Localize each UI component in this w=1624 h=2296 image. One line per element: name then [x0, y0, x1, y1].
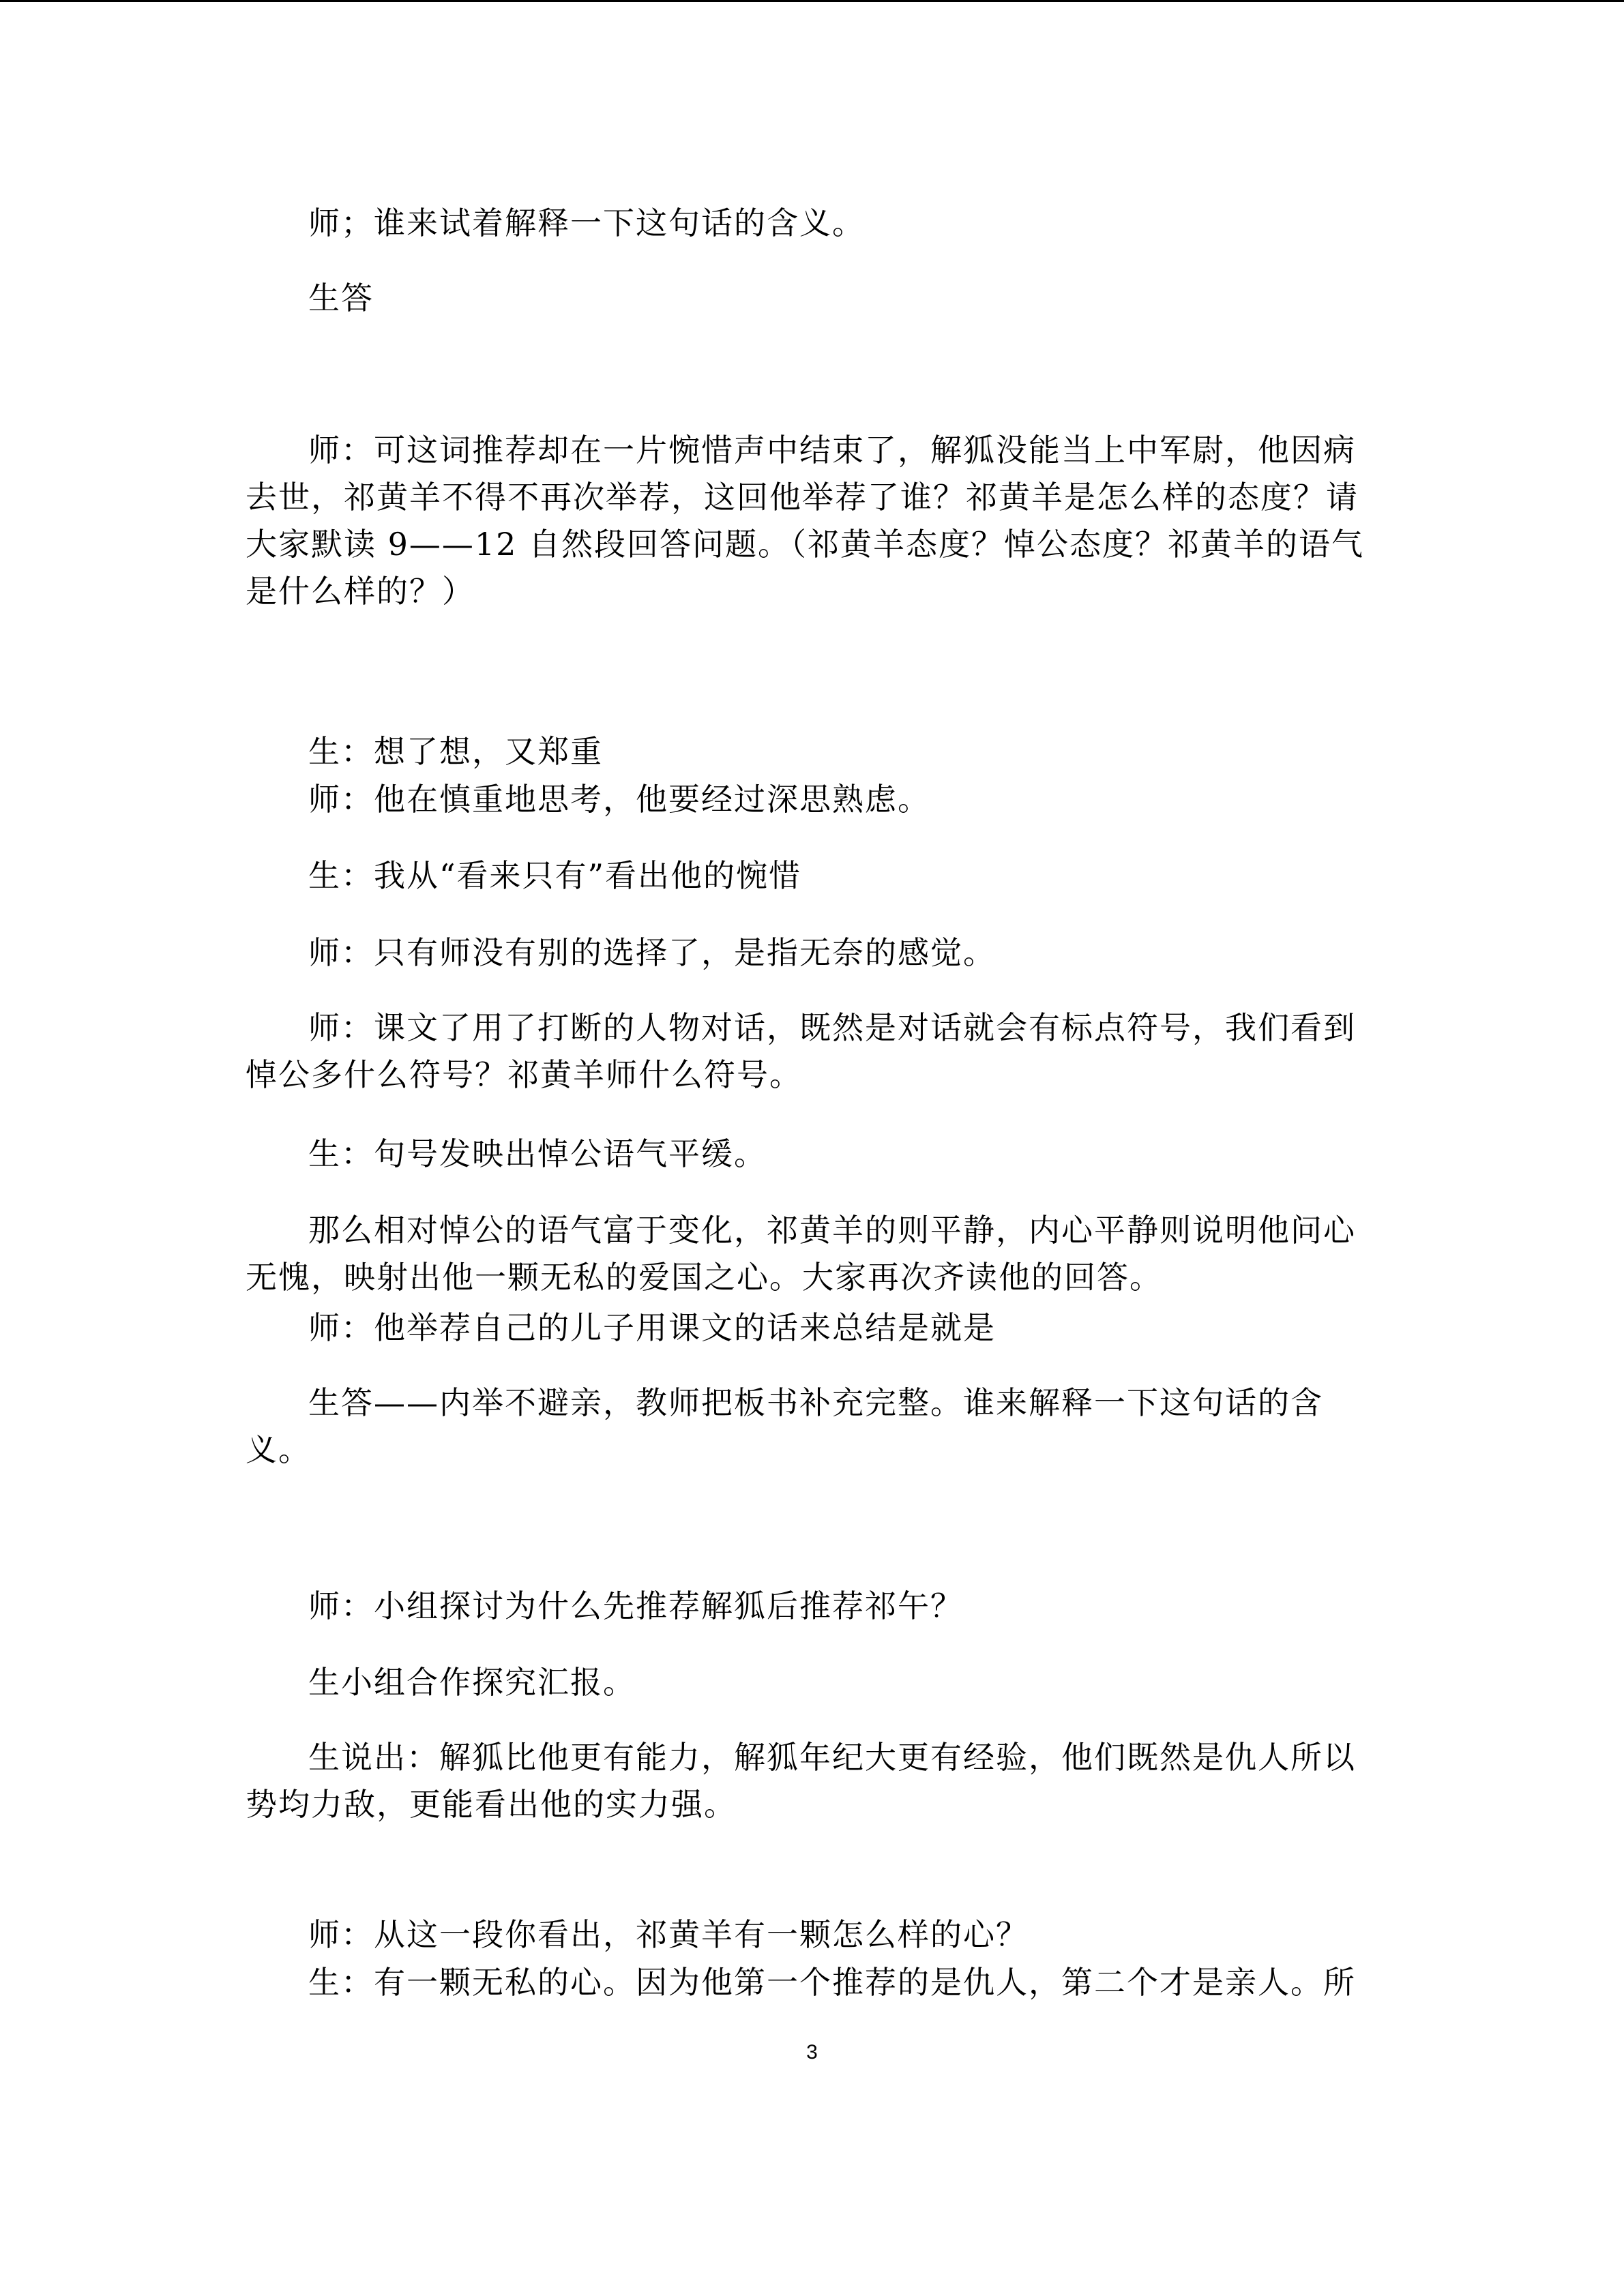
- paragraph-15: 生说出：解狐比他更有能力，解狐年纪大更有经验，他们既然是仇人所以势均力敌，更能看出他的实力强。: [246, 1739, 1356, 1823]
- paragraph-6: 生：我从“看来只有”看出他的惋惜: [308, 857, 802, 894]
- paragraph-4: 生：想了想，又郑重: [308, 733, 603, 770]
- paragraph-10: 那么相对悼公的语气富于变化，祁黄羊的则平静，内心平静则说明他问心无愧，映射出他一颗无私的爱国之心。大家再次齐读他的回答。: [246, 1212, 1356, 1296]
- paragraph-11: 师：他举荐自己的儿子用课文的话来总结是就是: [308, 1309, 996, 1346]
- paragraph-14: 生小组合作探究汇报。: [308, 1664, 636, 1701]
- paragraph-5: 师：他在慎重地思考，他要经过深思熟虑。: [308, 781, 930, 818]
- paragraph-7: 师：只有师没有别的选择了，是指无奈的感觉。: [308, 934, 996, 971]
- paragraph-1: 师；谁来试着解释一下这句话的含义。: [308, 205, 865, 241]
- paragraph-13: 师：小组探讨为什么先推荐解狐后推荐祁午？: [308, 1587, 963, 1624]
- page-number: 3: [806, 2041, 818, 2063]
- paragraph-12: 生答——内举不避亲，教师把板书补充完整。谁来解释一下这句话的含义。: [246, 1384, 1323, 1468]
- paragraph-3: 师：可这词推荐却在一片惋惜声中结束了，解狐没能当上中军尉，他因病去世，祁黄羊不得不再次举荐，这回他举荐了谁？祁黄羊是怎么样的态度？请大家默读 9——12 自然段回答问题。（祁黄羊态度？悼公态度？祁黄羊的语气是什么样的？）: [246, 432, 1365, 610]
- paragraph-16: 师：从这一段你看出，祁黄羊有一颗怎么样的心？: [308, 1916, 1029, 1953]
- paragraph-9: 生：句号发映出悼公语气平缓。: [308, 1135, 767, 1172]
- paragraph-8: 师：课文了用了打断的人物对话，既然是对话就会有标点符号，我们看到悼公多什么符号？祁黄羊师什么符号。: [246, 1009, 1356, 1093]
- paragraph-2: 生答: [308, 280, 374, 316]
- paragraph-17: 生：有一颗无私的心。因为他第一个推荐的是仇人，第二个才是亲人。所: [308, 1964, 1356, 2001]
